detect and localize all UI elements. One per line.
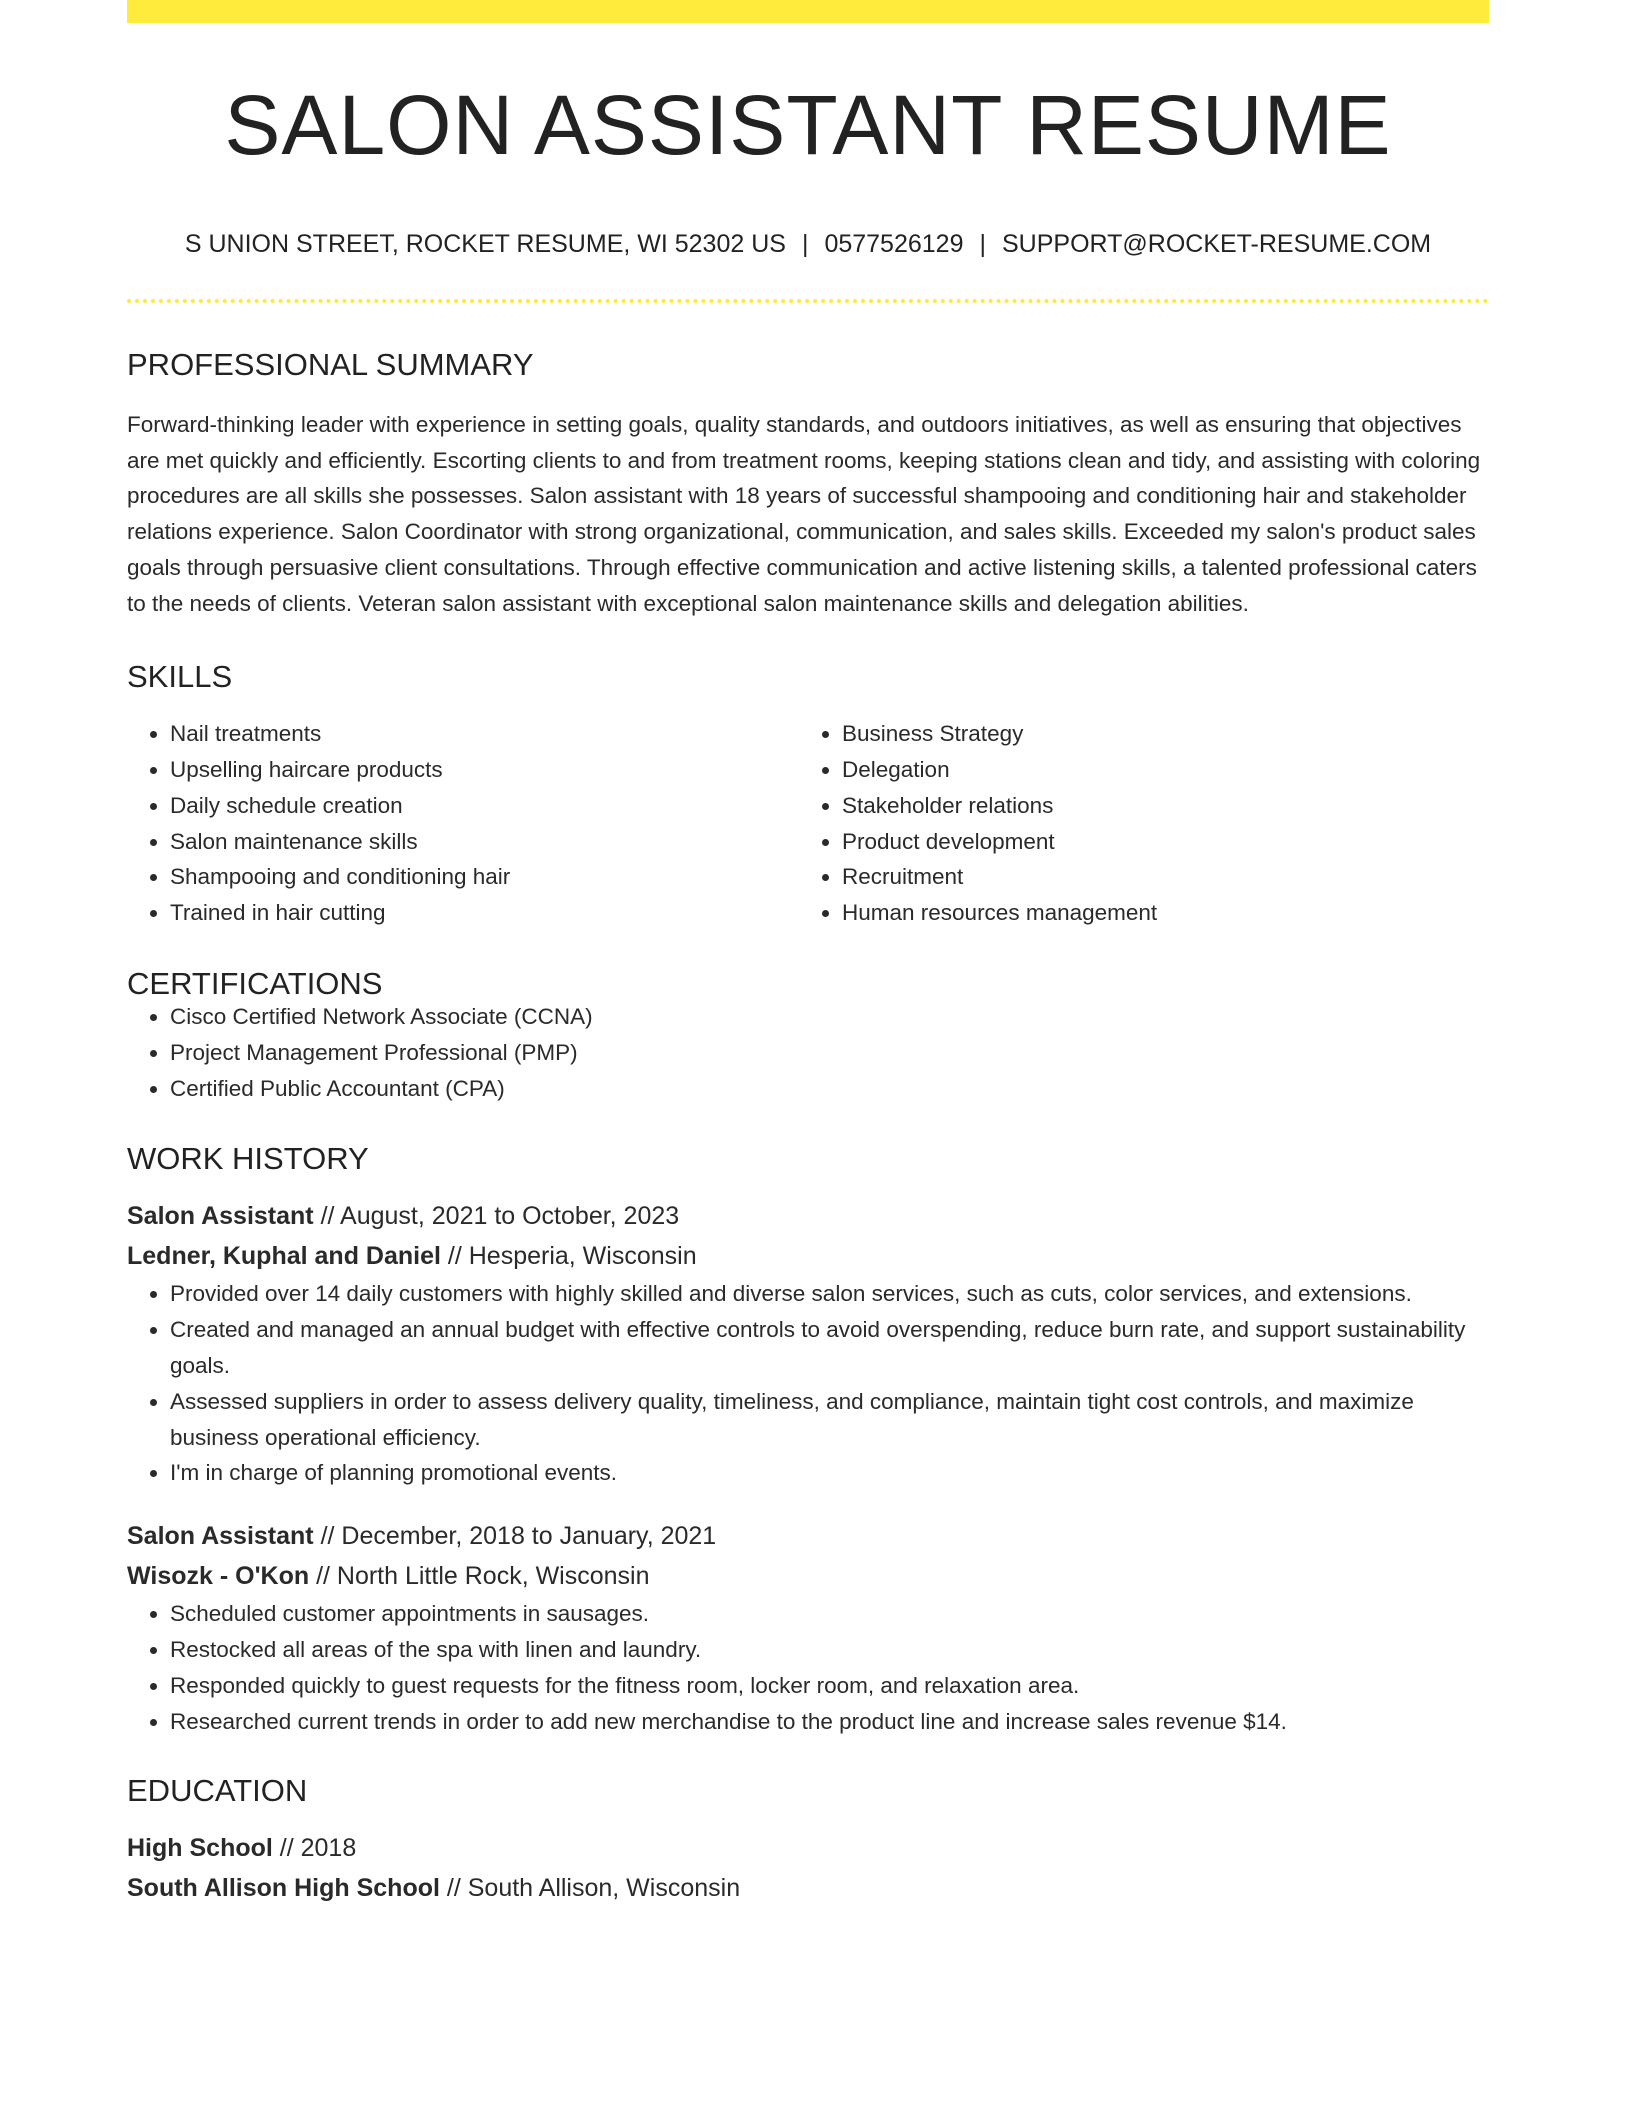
job-location: // North Little Rock, Wisconsin: [316, 1562, 650, 1591]
skill-item: • Shampooing and conditioning hair: [170, 859, 799, 895]
contact-phone: 0577526129: [824, 230, 964, 258]
accent-top-bar: [127, 0, 1489, 23]
skill-item: • Product development: [842, 824, 1489, 860]
skill-item: • Upselling haircare products: [170, 752, 799, 788]
education-school-line: [127, 1868, 1489, 1908]
job-title: Salon Assistant: [127, 1202, 314, 1231]
work-history-heading: WORK HISTORY: [127, 1141, 369, 1177]
contact-separator: |: [801, 230, 809, 258]
job-dates: // December, 2018 to January, 2021: [320, 1522, 717, 1551]
job-company-line: [127, 1556, 1489, 1596]
dotted-divider: [127, 299, 1489, 303]
job-bullet: • Created and managed an annual budget with effective controls to avoid overspending, reduce burn rate, and support sustainability goals.: [170, 1312, 1489, 1384]
skill-item: • Daily schedule creation: [170, 788, 799, 824]
certifications-list: [127, 999, 1489, 1106]
summary-heading: PROFESSIONAL SUMMARY: [127, 347, 534, 382]
education-degree-line: [127, 1828, 1489, 1868]
job-bullet: • Provided over 14 daily customers with highly skilled and diverse salon services, such as cuts, color services, and extensions.: [170, 1276, 1489, 1312]
education-location: // South Allison, Wisconsin: [446, 1874, 741, 1903]
job-bullet-list: [127, 1276, 1489, 1491]
skills-grid: [127, 716, 1489, 931]
certification-item: • Cisco Certified Network Associate (CCNA): [170, 999, 1489, 1035]
job-bullet: • Scheduled customer appointments in sausages.: [170, 1596, 1489, 1632]
job-bullet: • Responded quickly to guest requests for the fitness room, locker room, and relaxation area.: [170, 1668, 1489, 1704]
job-entry: [127, 1516, 1489, 1739]
education-school: South Allison High School: [127, 1874, 440, 1903]
education-degree: High School: [127, 1834, 273, 1863]
job-dates: // August, 2021 to October, 2023: [320, 1202, 680, 1231]
contact-line: [127, 229, 1489, 259]
education-entry: [127, 1828, 1489, 1908]
job-location: // Hesperia, Wisconsin: [447, 1242, 697, 1271]
skill-item: • Trained in hair cutting: [170, 895, 799, 931]
skill-item: • Recruitment: [842, 859, 1489, 895]
contact-separator: |: [979, 230, 986, 258]
job-title-line: [127, 1196, 1489, 1236]
skills-heading: SKILLS: [127, 659, 233, 695]
job-company: Ledner, Kuphal and Daniel: [127, 1242, 441, 1271]
skill-item: • Stakeholder relations: [842, 788, 1489, 824]
job-title-line: [127, 1516, 1489, 1556]
contact-email: SUPPORT@ROCKET-RESUME.COM: [1001, 230, 1432, 258]
education-year: // 2018: [279, 1834, 357, 1863]
summary-text: Forward-thinking leader with experience in setting goals, quality standards, and outdoors initiatives, as well as ensuring that objectives are met quickly and efficiently. Escorting clients to and from treatment rooms, keeping stations clean and tidy, and assisting with coloring procedures are all skills she possesses. Salon assistant with 18 years of successful shampooing and conditioning hair and stakeholder relations experience. Salon Coordinator with strong organizational, communication, and sales skills. Exceeded my salon's product sales goals through persuasive client consultations. Through effective communication and active listening skills, a talented professional caters to the needs of clients. Veteran salon assistant with exceptional salon maintenance skills and delegation abilities.: [127, 412, 1481, 616]
contact-address: S UNION STREET, ROCKET RESUME, WI 52302 US: [184, 230, 786, 258]
resume-title: SALON ASSISTANT RESUME: [224, 78, 1392, 172]
job-company: Wisozk - O'Kon: [127, 1562, 310, 1591]
job-bullet: • Assessed suppliers in order to assess delivery quality, timeliness, and compliance, maintain tight cost controls, and maximize business operational efficiency.: [170, 1384, 1489, 1456]
job-company-line: [127, 1236, 1489, 1276]
skill-item: • Nail treatments: [170, 716, 799, 752]
job-bullet: • Researched current trends in order to add new merchandise to the product line and increase sales revenue $14.: [170, 1704, 1489, 1740]
skills-list-right: [799, 716, 1489, 931]
certification-item: • Certified Public Accountant (CPA): [170, 1071, 1489, 1107]
certifications-heading: CERTIFICATIONS: [127, 966, 383, 1001]
job-entry: [127, 1196, 1489, 1491]
skill-item: • Salon maintenance skills: [170, 824, 799, 860]
job-bullet-list: [127, 1596, 1489, 1739]
skills-list-left: [127, 716, 799, 931]
skill-item: • Human resources management: [842, 895, 1489, 931]
skill-item: • Business Strategy: [842, 716, 1489, 752]
job-title: Salon Assistant: [127, 1522, 314, 1551]
certification-item: • Project Management Professional (PMP): [170, 1035, 1489, 1071]
job-bullet: • Restocked all areas of the spa with linen and laundry.: [170, 1632, 1489, 1668]
resume-page: [127, 0, 1489, 1908]
skill-item: • Delegation: [842, 752, 1489, 788]
education-heading: EDUCATION: [127, 1773, 308, 1809]
job-bullet: • I'm in charge of planning promotional events.: [170, 1455, 1489, 1491]
